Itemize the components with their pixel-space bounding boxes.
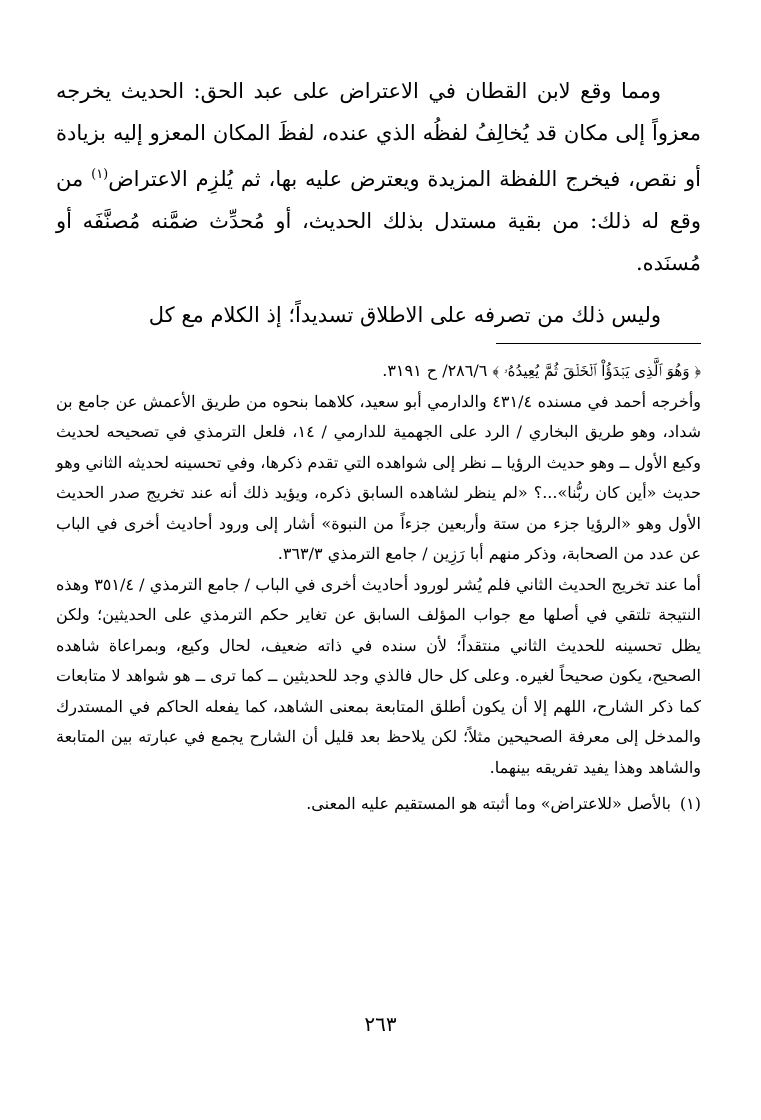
- footnote-note-1-text: بالأصل «للاعتراض» وما أثبته هو المستقيم عليه المعنى.: [306, 794, 671, 813]
- footnote-marker-1: (١): [91, 167, 109, 182]
- footnote-verse-line: [56, 356, 701, 387]
- footnote-block-2: أما عند تخريج الحديث الثاني فلم يُشر لورود أحاديث أخرى في الباب / جامع الترمذي / ٣٥١/٤ وهذه النتيجة تلتقي في أصلها مع جواب المؤلف السابق عن تغاير حكم الترمذي على الحديثين؛ ولكن يظل تحسينه للحديث الثاني منتقداً؛ لأن سنده في ذاته ضعيف، لحال وكيع، وبمراعاة شاهده الصحيح، يكون صحيحاً لغيره. وعلى كل حال فالذي وجد للحديثين ــ كما ترى ــ هو شواهد لا متابعات كما ذكر الشارح، اللهم إلا أن يكون أطلق المتابعة بمعنى الشاهد، كما يفعله الحاكم في المستدرك والمدخل إلى معرفة الصحيحين مثلاً؛ لكن يلاحظ بعد قليل أن الشارح يجمع في عبارته بين المتابعة والشاهد وهذا يفيد تفريقه بينهما.: [56, 574, 702, 777]
- verse-reference: ٢٨٦/٦/ ح ٣١٩١.: [382, 361, 493, 380]
- page-number: ٢٦٣: [364, 1012, 397, 1036]
- footnote-note-1: [56, 789, 701, 820]
- main-text: [56, 70, 701, 336]
- footnotes-section: [56, 356, 701, 820]
- main-paragraph-2: وليس ذلك من تصرفه على الاطلاق تسديداً؛ إذ الكلام مع كل: [148, 303, 661, 327]
- quran-verse: ﴿ وَهُوَ ٱلَّذِى يَبۡدَؤُاْ ٱلۡخَلۡقَ ثُمَّ يُعِيدُهُۥ ﴾: [492, 362, 701, 380]
- footnote-separator: [496, 343, 701, 344]
- main-paragraph-1-text-b: من وقع له ذلك: من بقية مستدل بذلك الحديث، أو مُحدِّث ضمَّنه مُصنَّفَه أو مُسنَده.: [56, 167, 701, 275]
- main-paragraph-1-text-a: ومما وقع لابن القطان في الاعتراض على عبد الحق: الحديث يخرجه معزواً إلى مكان قد يُخالِفُ لفظُه الذي عنده، لفظَ المكان المعزو إليه بزيادة أو نقص، فيخرج اللفظة المزيدة ويعترض عليه بها، ثم يُلزِم الاعتراض: [56, 79, 701, 191]
- main-paragraph-1: [56, 70, 701, 284]
- footnote-block-1: وأخرجه أحمد في مسنده ٤٣١/٤ والدارمي أبو سعيد، كلاهما بنحوه من طريق الأعمش عن جامع بن شداد، وهو طريق البخاري / الرد على الجهمية للدارمي / ١٤، فلعل الترمذي في تصحيحه لحديث وكيع الأول ــ وهو حديث الرؤيا ــ نظر إلى شواهده التي تقدم ذكرها، وفي تحسينه لحديثه الثاني وهو حديث «أين كان ربُّنا»...؟ «لم ينظر لشاهده السابق ذكره، ويؤيد ذلك أنه عند تخريج صدر الحديث الأول وهو «الرؤيا جزء من ستة وأربعين جزءاً من النبوة» أشار إلى ورود أحاديث أخرى في الباب عن عدد من الصحابة، وذكر منهم أبا رَزِين / جامع الترمذي ٣٦٣/٣.: [56, 391, 702, 563]
- footnote-note-1-number: (١): [679, 794, 701, 813]
